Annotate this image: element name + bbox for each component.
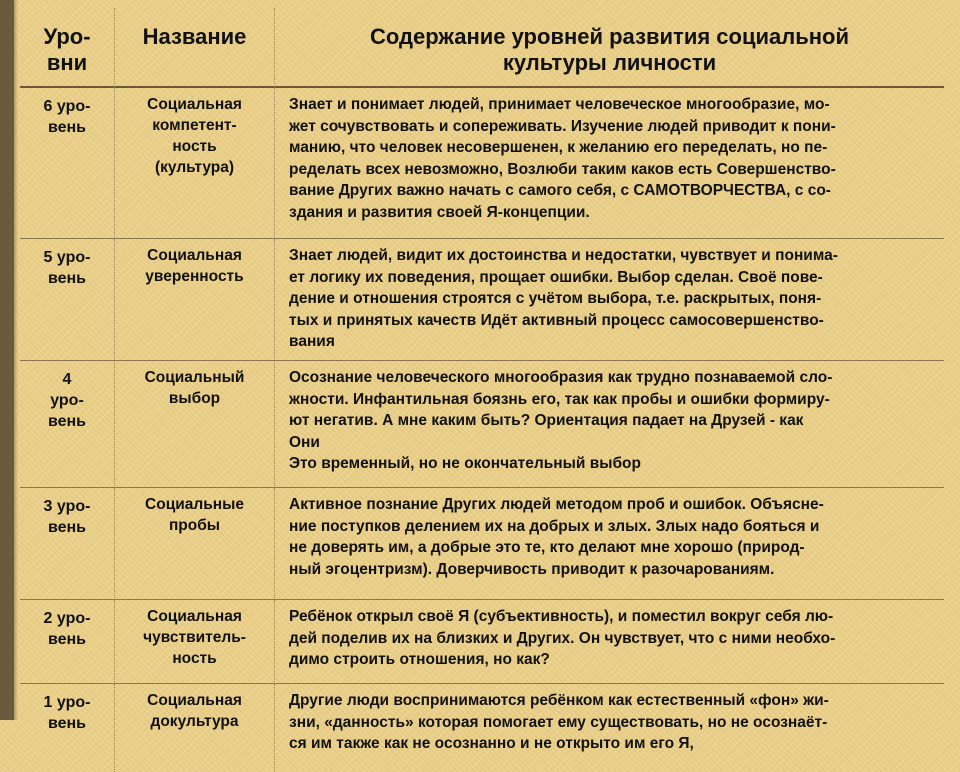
name-line: ность — [172, 650, 217, 667]
header-levels — [20, 8, 115, 88]
name-cell — [115, 488, 275, 600]
description-line: Осознание человеческого многообразия как трудно познаваемой сло- — [289, 369, 833, 386]
level-cell — [20, 361, 115, 488]
name-cell — [115, 684, 275, 772]
name-line: Социальная — [147, 247, 242, 264]
table-row-level-6 — [20, 88, 944, 239]
table-row-level-2 — [20, 600, 944, 684]
level-line: 5 уро- — [43, 249, 91, 266]
description-line: вания — [289, 333, 335, 350]
table-row-level-1 — [20, 684, 944, 772]
description-line: ся им также как не осознанно и не открыто им его Я, — [289, 735, 694, 752]
description-line: ределать всех невозможно, Возлюби таким каков есть Совершенство- — [289, 160, 836, 178]
description-line: дение и отношения строятся с учётом выбора, т.е. раскрытых, поня- — [289, 290, 822, 307]
description-cell — [275, 600, 944, 684]
description-line: Знает и понимает людей, принимает человеческое многообразие, мо- — [289, 96, 830, 113]
name-cell — [115, 600, 275, 684]
slide-left-border — [0, 0, 14, 720]
level-line: 6 уро- — [43, 98, 91, 115]
description-line: Знает людей, видит их достоинства и недостатки, чувствует и понима- — [289, 247, 838, 264]
description-line: дей поделив их на близких и Других. Он чувствует, что с ними необхо- — [289, 629, 836, 647]
level-line: вень — [47, 715, 87, 732]
description-line: Другие люди воспринимаются ребёнком как естественный «фон» жи- — [289, 692, 829, 709]
name-line: Социальная — [147, 96, 242, 113]
level-cell — [20, 684, 115, 772]
name-cell — [115, 88, 275, 239]
level-line: 4 — [62, 371, 72, 388]
level-line: вень — [47, 519, 87, 536]
name-line: Социальная — [147, 608, 242, 625]
level-line: вень — [47, 413, 87, 430]
description-cell — [275, 361, 944, 488]
description-line: манию, что человек несовершенен, к желанию его переделать, но пе- — [289, 139, 828, 156]
name-line: ность — [172, 138, 217, 155]
name-line: выбор — [168, 390, 221, 407]
header-content-line: культуры личности — [502, 50, 717, 75]
level-line: вень — [47, 270, 87, 287]
description-cell — [275, 88, 944, 239]
description-line: ние поступков делением их на добрых и злых. Злых надо бояться и — [289, 517, 820, 535]
table-row-level-5 — [20, 239, 944, 361]
header-name — [115, 8, 275, 88]
level-cell — [20, 488, 115, 600]
table-container — [20, 8, 944, 752]
description-cell — [275, 684, 944, 772]
name-line: Социальные — [145, 496, 244, 513]
name-line: Социальный — [144, 369, 245, 386]
description-line: Ребёнок открыл своё Я (субъективность), и поместил вокруг себя лю- — [289, 608, 834, 625]
header-content-line: Содержание уровней развития социальной — [369, 24, 850, 49]
level-line: 3 уро- — [43, 498, 91, 515]
description-line: ют негатив. А мне каким быть? Ориентация падает на Друзей - как — [289, 412, 804, 429]
description-line: ный эгоцентризм). Доверчивость приводит к разочарованиям. — [289, 560, 775, 578]
description-line: вание Других важно начать с самого себя, с САМОТВОРЧЕСТВА, с со- — [289, 182, 831, 199]
description-line: Они — [289, 433, 320, 451]
header-levels-line: вни — [46, 50, 88, 75]
name-line: (культура) — [155, 159, 234, 176]
description-line: не доверять им, а добрые это те, кто делают мне хорошо (природ- — [289, 539, 805, 556]
level-line: вень — [47, 631, 87, 648]
header-levels-line: Уро- — [43, 24, 91, 49]
level-line: вень — [47, 119, 87, 136]
name-line: уверенность — [145, 268, 244, 285]
level-cell — [20, 600, 115, 684]
table-row-level-3 — [20, 488, 944, 600]
description-cell — [275, 488, 944, 600]
name-line: Социальная — [147, 692, 242, 709]
name-line: докультура — [150, 713, 239, 730]
name-cell — [115, 239, 275, 361]
description-line: жет сочувствовать и сопереживать. Изучение людей приводит к пони- — [289, 117, 836, 135]
name-line: чувствитель- — [143, 629, 246, 646]
description-line: тых и принятых качеств Идёт активный процесс самосовершенство- — [289, 311, 824, 329]
header-row — [20, 8, 944, 88]
social-culture-levels-table — [20, 8, 944, 772]
description-line: Это временный, но не окончательный выбор — [289, 455, 641, 472]
description-line: димо строить отношения, но как? — [289, 651, 550, 668]
description-line: Активное познание Других людей методом проб и ошибок. Объясне- — [289, 496, 824, 513]
description-line: зни, «данность» которая помогает ему существовать, но не осознаёт- — [289, 713, 828, 731]
header-name-text: Название — [142, 24, 247, 49]
description-line: жности. Инфантильная боязнь его, так как пробы и ошибки формиру- — [289, 390, 830, 408]
name-cell — [115, 361, 275, 488]
level-line: уро- — [50, 392, 84, 409]
name-line: пробы — [168, 517, 221, 534]
name-line: компетент- — [152, 117, 237, 134]
level-cell — [20, 239, 115, 361]
level-line: 2 уро- — [43, 610, 91, 627]
level-line: 1 уро- — [43, 694, 91, 711]
description-line: ет логику их поведения, прощает ошибки. Выбор сделан. Своё пове- — [289, 268, 823, 286]
level-cell — [20, 88, 115, 239]
table-row-level-4 — [20, 361, 944, 488]
description-line: здания и развития своей Я-концепции. — [289, 203, 590, 221]
description-cell — [275, 239, 944, 361]
header-content — [275, 8, 944, 88]
